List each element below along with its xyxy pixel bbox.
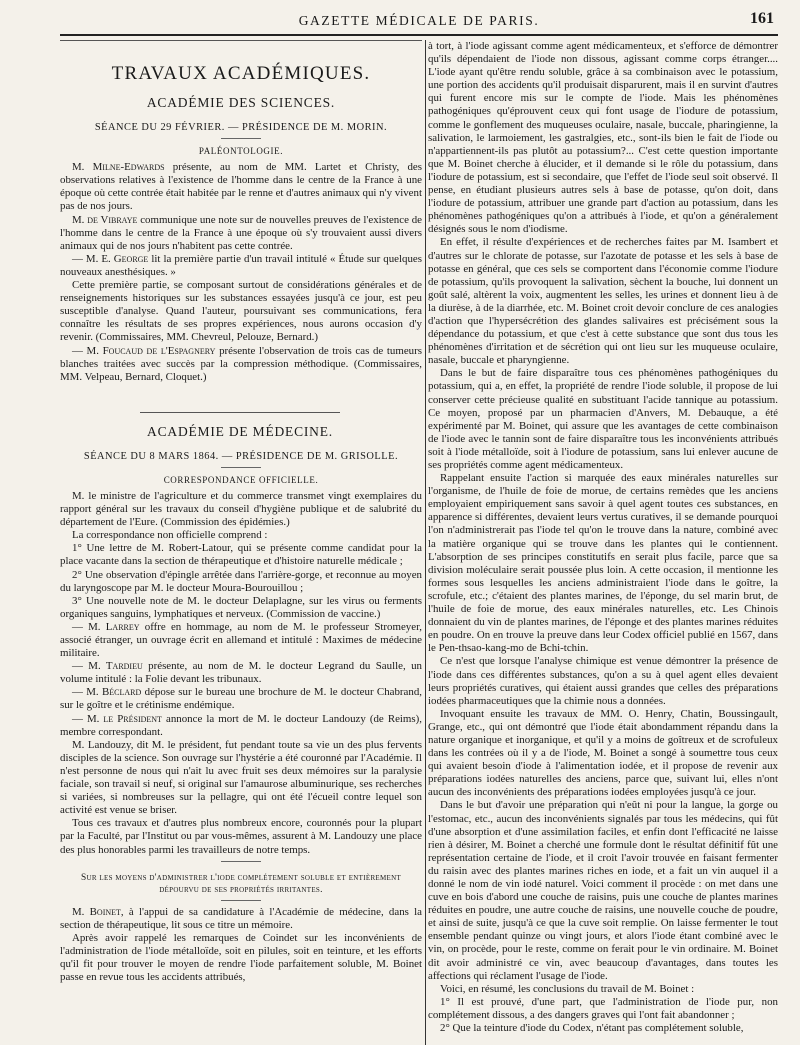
paragraph: Dans le but de faire disparaître tous ces phénomènes pathogéniques du potassium, qui a, en effet, la propriété de rendre l'iode soluble, il propose de lui conserver cette précieuse qualité en substituant l'acide tannique au potassium. Ce moyen, proposé par un pharmacien d'Anvers, M. Debauque, a été expérimenté par M. Boinet, qui assure que les avantages de cette combinaison de l'iode avec le tannin sont de faire disparaître tous les inconvénients attribués soit à l'iode métalloïde, soit à l'iodure de potassium, sans lui enlever aucune de ses propriétés comme agent médicamenteux. — [428, 367, 778, 471]
session-heading: SÉANCE DU 29 FÉVRIER. — PRÉSIDENCE DE M. MORIN. — [94, 122, 388, 133]
paragraph: En effet, il résulte d'expériences et de recherches faites par M. Isambert et d'autres sur le chlorate de potasse, sur l'azotate de potasse et les sels à base de potasse en général, que ces sels se comportent dans l'économie comme l'iodure de potassium, qu'ils provoquent la salivation, sèchent la bouche, lui donnent un goût salé, altèrent la voix, augmentent les selles, les urines et donnent lieu à de la diurèse, à de la diarrhée, etc. M. Boinet croit devoir conclure de ces analogies d'action que l'hypersécrétion des glandes salivaires est précisément sous la dépendance du potassium, et que c'est à cette substance que sont dus tous les phénomènes d'irritation et de sécrétion qui ont lieu sur les muqueuse oculaire, nasale, buccale et pharyngienne. — [428, 236, 778, 367]
page-header — [60, 0, 778, 36]
paragraph: — M. le Président annonce la mort de M. le docteur Landouzy (de Reims), membre correspondant. — [60, 712, 422, 738]
paragraph: — M. Foucaud de l'Espagnery présente l'observation de trois cas de tumeurs blanches traitées avec succès par la compression méthodique. (Commissaires, MM. Velpeau, Bernard, Cloquet.) — [60, 344, 422, 383]
paragraph: M. Milne-Edwards présente, au nom de MM. Lartet et Christy, des observations relatives à l'existence de l'homme dans le centre de la France à une époque où cette contrée était habitée par le renne et d'autres animaux qui n'y vivent pas de nos jours. — [60, 161, 422, 213]
paragraph: 1° Une lettre de M. Robert-Latour, qui se présente comme candidat pour la place vacante dans la section de thérapeutique et d'histoire naturelle médicale ; — [60, 542, 422, 568]
paragraph: Invoquant ensuite les travaux de MM. O. Henry, Chatin, Boussingault, Grange, etc., qui ont démontré que l'iode était abondamment répandu dans la nature organique et inorganique, et qu'il y a moins de goîtreux et de scrofuleux dans les contrées où il y a de l'iode, M. Boinet a songé à soumettre tous ceux qui avaient besoin d'iode à l'alimentation iodée, et il propose de revenir aux préparations iodées naturelles des anciens, parce que, suivant lui, elles n'ont aucun des inconvénients des préparations iodées employées jusqu'à ce jour. — [428, 707, 778, 799]
paragraph: 2° Que la teinture d'iode du Codex, n'étant pas complétement soluble, — [440, 1022, 744, 1035]
paragraph: — M. Béclard dépose sur le bureau une brochure de M. le docteur Chabrand, sur le goître et le crétinisme endémique. — [60, 686, 422, 712]
paragraph: — M. Larrey offre en hommage, au nom de M. le professeur Stromeyer, associé étranger, un ouvrage écrit en allemand et intitulé : Maximes de médecine militaire. — [60, 620, 422, 660]
paragraph: — M. E. George lit la première partie d'un travail intitulé « Étude sur quelques nouveaux anesthésiques. » — [60, 252, 422, 278]
right-column — [428, 40, 778, 1045]
divider — [221, 467, 261, 468]
divider — [221, 138, 261, 139]
paragraph: M. le ministre de l'agriculture et du commerce transmet vingt exemplaires du rapport général sur les travaux du conseil d'hygiène publique et de salubrité du département de l'Eure. (Commission des épidémies.) — [60, 489, 422, 529]
section-title: TRAVAUX ACADÉMIQUES. — [111, 63, 371, 84]
paragraph: Dans le but d'avoir une préparation qui n'eût ni pour la langue, la gorge ou l'estomac, etc., aucun des inconvénients signalés par tous les médecins, qui fût d'une absorption et d'une assimilation faciles, et enfin dont l'efficacité ne laisse rien à désirer, M. Boinet a cherché une formule dont le résultat définitif fût une représentation certaine de l'iode, et il croit l'avoir trouvée en faisant fermenter du raisin avec des plantes marines riches en iode, et a fait un vin auquel il a donné le nom de vin iodé naturel. Voici comment il procède : on met dans une cuve en bois d'abord une couche de raisins, puis une couche de plantes marines réduites en poudre, une autre couche de raisins, une nouvelle couche de poudre, et ainsi de suite, jusqu'à ce que la cuve soit remplie. On laisse fermenter le tout ensemble pendant quinze ou vingt jours, et alors l'iode étant combiné avec le vin, on procède, pour le reste, comme on ferait pour le vin ordinaire. M. Boinet dit avoir administré ce vin, avec beaucoup d'avantages, dans toutes les affections qui réclament l'usage de l'iode. — [428, 799, 778, 982]
paragraph: M. Boinet, à l'appui de sa candidature à l'Académie de médecine, dans la section de thérapeutique, lit sous ce titre un mémoire. — [60, 905, 422, 931]
top-rule — [60, 40, 422, 41]
paragraph: M. de Vibraye communique une note sur de nouvelles preuves de l'existence de l'homme dans le centre de la France à une époque où s'y trouvaient aussi divers animaux qui de nos jours n'habitent pas cette contrée. — [60, 213, 422, 252]
paragraph: 1° Il est prouvé, d'une part, que l'administration de l'iode pur, non complétement dissous, a des dangers graves qui l'ont fait abandonner ; — [428, 995, 778, 1021]
paragraph: — M. Tardieu présente, au nom de M. le docteur Legrand du Saulle, un volume intitulé : la Folie devant les tribunaux. — [60, 660, 422, 686]
paragraph: Ce n'est que lorsque l'analyse chimique est venue démontrer la présence de l'iode dans ces différentes substances, qu'on a su à quel agent elles devaient leurs propriétés curatives, qui étaient aussi grandes que celles des préparations iodées pharmaceutiques que la chimie nous a données. — [428, 655, 778, 707]
paragraph: 2° Une observation d'épingle arrêtée dans l'arrière-gorge, et reconnue au moyen du laryngoscope par M. le docteur Moura-Bourouillou ; — [60, 568, 422, 594]
divider — [221, 900, 261, 901]
paragraph: Voici, en résumé, les conclusions du travail de M. Boinet : — [440, 982, 695, 995]
paragraph: à tort, à l'iode agissant comme agent médicamenteux, et s'efforce de démontrer qu'ils dépendaient de l'iode non dissous, agissant comme corps étranger.... L'iode ayant qu'être rendu soluble, grâce à sa combinaison avec le potassium, une portion des accidents qu'il produisait disparurent, mais il en survint d'autres qui furent encore mis sur le compte de l'iode. Mais les phénomènes pathogéniques qu'éprouvent ceux qui font usage de l'iodure de potassium, comme le gonflement des muqueuses oculaire, nasale, buccale, pharingienne, la salivation, le larmoiement, les gastralgies, etc., sont-ils bien le fait de l'iode ou n'appartiennent-ils pas plutôt au potassium?... C'est cette question importante que M. Boinet cherche à élucider, et il demande si le rôle du potassium, dans l'iodure de potassium, est si secondaire, que l'effet de l'iode seul soit observé. Il pense, en étudiant plusieurs autres sels à base de potasse, qu'on doit, dans l'iodure de potassium, attribuer une grande part d'action au potassium, dans les phénomènes pathogéniques qu'on a attribués à l'iode, et qu'on a généralement désignés sous le nom d'iodisme. — [428, 40, 778, 236]
column-rule — [425, 40, 426, 1045]
divider — [221, 861, 261, 862]
paragraph: Après avoir rappelé les remarques de Coindet sur les inconvénients de l'administration de l'iode métalloïde, soit en pilules, soit en teinture, et les efforts qu'il fit pour trouver le moyen de rendre l'iode parfaitement soluble, M. Boinet passe en revue tous les accidents attribués, — [60, 931, 422, 984]
page-number: 161 — [750, 10, 774, 27]
academy-medecine-heading: ACADÉMIE DE MÉDECINE. — [140, 412, 340, 441]
paragraph: Cette première partie, se composant surtout de considérations générales et de renseignements historiques sur les substances essayées jusqu'à ce jour, est peu susceptible d'analyse. Quand l'auteur, poursuivant ses communications, fera connaître les résultats de ses propres expériences, nous aurons occasion d'y revenir. (Commissaires, MM. Chevreul, Pelouze, Bernard.) — [60, 279, 422, 344]
left-column — [60, 40, 422, 1045]
paragraph: Rappelant ensuite l'action si marquée des eaux minérales naturelles sur l'organisme, de l'huile de foie de morue, de certains remèdes que les anciens employaient empiriquement sans savoir à quel agent toutes ces substances, en apparence si différentes, devaient leurs vertus curatives, il se demande pourquoi l'on n'administrerait pas l'iode tel qu'on le trouve dans la nature, combiné avec la matière organique qui se trouve dans les plantes qui le contiennent. L'absorption de ses principes constitutifs en serait plus facile, parce que sa division moléculaire serait poussée plus loin. A cette occasion, il mentionne les formes sous lesquelles les anciens administraient l'iode dans le goître, la scrofule, etc.; c'étaient des plantes marines, de l'éponge, du sel marin brut, de l'huile de foie de morue, des eaux minérales naturelles, etc. Les Chinois donnaient du vin de plantes marines, de l'éponge et des plantes marines réduites en poudre. On en trouve la preuve dans leur Codex officiel publié en 1567, dans le Pen-thsao-kang-mo de Bchi-tchin. — [428, 472, 778, 655]
paragraph: Tous ces travaux et d'autres plus nombreux encore, couronnés pour la plupart par la Faculté, par l'Institut ou par vous-mêmes, assurent à M. Landouzy une place des plus honorables parmi les travailleurs de notre temps. — [60, 817, 422, 856]
paragraph: 3° Une nouvelle note de M. le docteur Delaplagne, sur les virus ou ferments organiques sanguins, lymphatiques et nerveux. (Commission de vaccine.) — [60, 594, 422, 620]
paragraph: La correspondance non officielle comprend : — [72, 529, 268, 542]
article-title: Sur les moyens d'administrer l'iode complétement soluble et entièrement dépourvu de ses propriétés irritantes. — [80, 872, 402, 895]
paragraph: M. Landouzy, dit M. le président, fut pendant toute sa vie un des plus fervents disciples de la science. Son ouvrage sur l'hystérie a été couronné par l'Académie. Il n'est personne de nous qui n'ait lu avec fruit ses deux mémoires sur la paralysie faciale, son travail si neuf, si original sur l'amaurose albuminurique, ses recherches si variées, si nombreuses sur la pellagre, qui ont été l'écueil contre lequel son activité est venue se briser. — [60, 738, 422, 817]
subsection-heading: CORRESPONDANCE OFFICIELLE. — [163, 474, 319, 485]
session-heading: SÉANCE DU 8 MARS 1864. — PRÉSIDENCE DE M. GRISOLLE. — [83, 450, 399, 462]
journal-title: GAZETTE MÉDICALE DE PARIS. — [298, 13, 540, 28]
academy-sciences-heading: ACADÉMIE DES SCIENCES. — [146, 95, 336, 110]
text-columns — [60, 40, 778, 1045]
subsection-heading: PALÉONTOLOGIE. — [198, 146, 284, 157]
